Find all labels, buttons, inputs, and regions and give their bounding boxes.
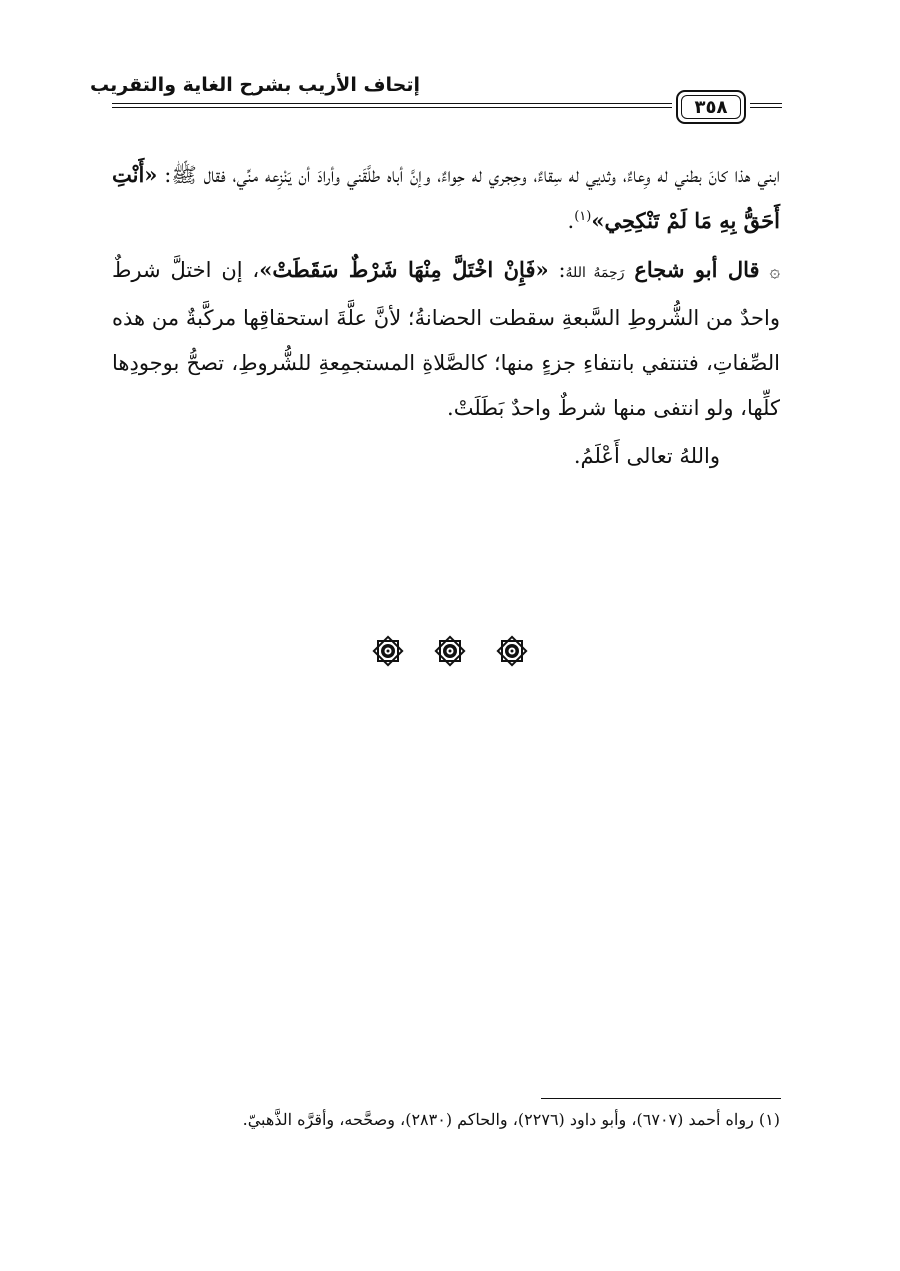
- page-number-frame: [676, 90, 746, 124]
- colon: :: [548, 258, 566, 282]
- footnote-text: رواه أحمد (٦٧٠٧)، وأبو داود (٢٢٧٦)، والحاكم (٢٨٣٠)، وصحَّحه، وأقرَّه الذَّهبيّ.: [242, 1110, 754, 1129]
- paragraph: [112, 247, 780, 431]
- paragraph-end: .: [567, 209, 575, 233]
- page-number: ٣٥٨: [681, 95, 741, 119]
- honorific: رَحِمَهُ اللهُ: [565, 265, 625, 281]
- rosette-ornament-icon: [494, 633, 530, 669]
- matn-quote: «فَإِنْ اخْتَلَّ مِنْهَا شَرْطٌ سَقَطَتْ»: [259, 257, 549, 282]
- paragraph-text: ابني هذا كانَ بطني له وِعاءٌ، وثديي له سِقاءٌ، وحِجري له حِواءٌ، وإنَّ أباه طلَّقَني وأرادَ أن يَنْزِعه منِّي، فقال ﷺ:: [157, 163, 780, 187]
- footnote: [112, 1105, 780, 1135]
- rosette-ornament-icon: [370, 633, 406, 669]
- main-text: [112, 152, 780, 479]
- hadith-quote: «أَنْتِ أَحَقُّ بِهِ مَا لَمْ تَنْكِحِي»: [112, 162, 780, 233]
- footnote-separator: [541, 1098, 781, 1099]
- closing-phrase: واللهُ تعالى أَعْلَمُ.: [573, 444, 720, 468]
- paragraph: [112, 152, 780, 244]
- section-ornaments: [370, 633, 530, 669]
- footnote-ref[interactable]: (١): [574, 209, 592, 224]
- running-title: إتحاف الأريب بشرح الغاية والتقريب: [90, 74, 420, 96]
- speaker-name: قال أبو شجاع: [634, 257, 760, 282]
- commentary-text: ، إن اختلَّ شرطٌ واحدٌ من الشُّروطِ السَّبعةِ سقطت الحضانةُ؛ لأنَّ علَّةَ استحقاقِها مركَّبةٌ من هذه الصِّفاتِ، فتنتفي بانتفاءِ جزءٍ منها؛ كالصَّلاةِ المستجمِعةِ للشُّروطِ، تصحُّ بوجودِها كلِّها، ولو انتفى منها شرطٌ واحدٌ بَطَلَتْ.: [112, 258, 780, 420]
- header-rule-right-thin: [750, 107, 782, 108]
- footnote-number: (١): [758, 1110, 780, 1129]
- header-rule-right: [750, 103, 782, 104]
- rosette-ornament-icon: [432, 633, 468, 669]
- flower-mark-icon: ۞: [769, 261, 780, 282]
